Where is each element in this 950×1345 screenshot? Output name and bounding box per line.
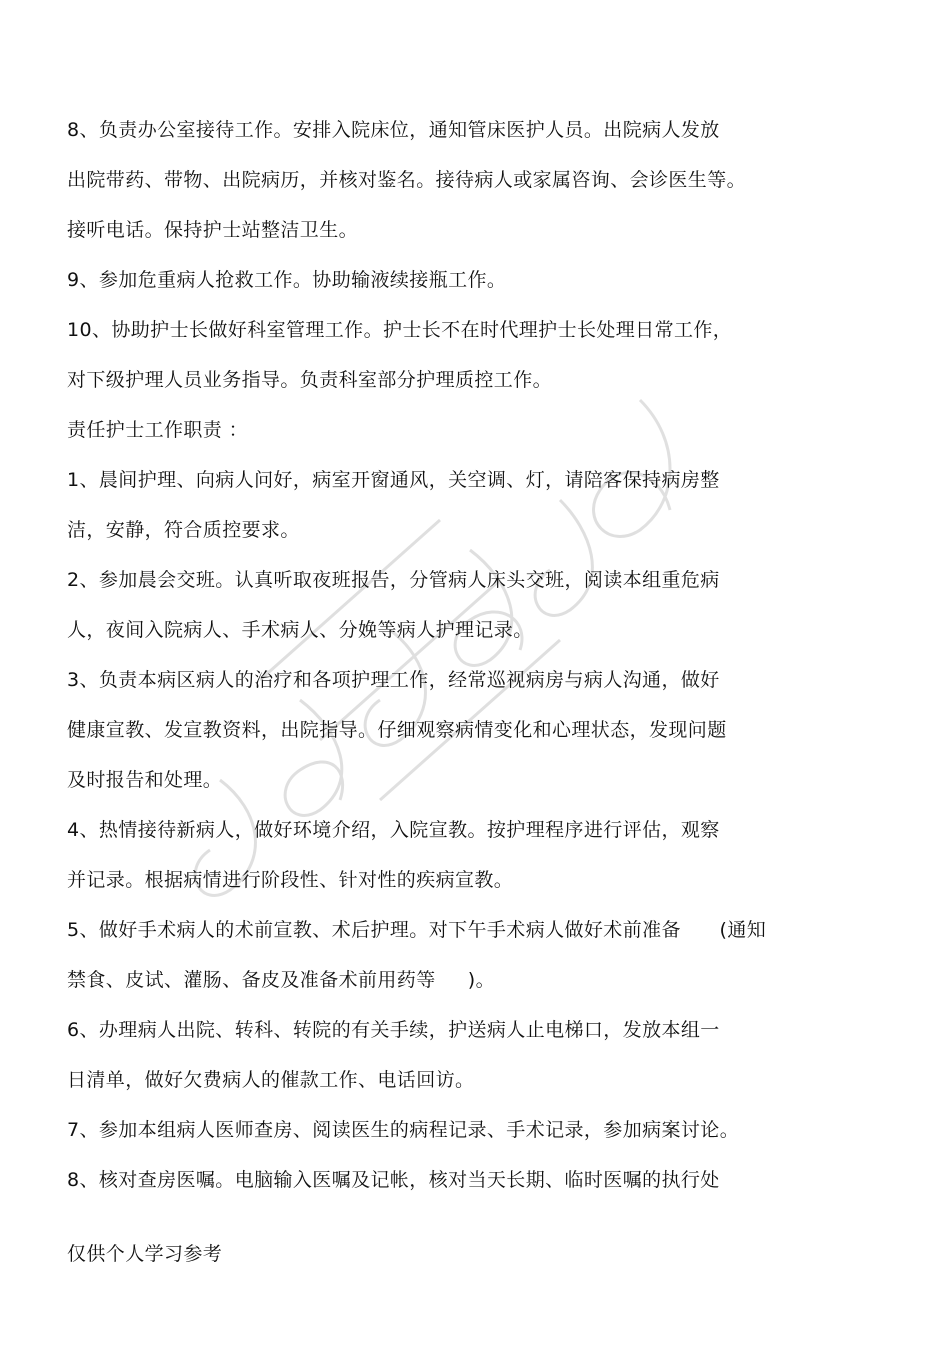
text-line: 3、负责本病区病人的治疗和各项护理工作，经常巡视病房与病人沟通，做好 (67, 669, 720, 691)
page-footer: 仅供个人学习参考 (67, 1243, 223, 1265)
text-line: 日清单，做好欠费病人的催款工作、电话回访。 (67, 1069, 475, 1091)
section-heading: 责任护士工作职责 ： (67, 419, 249, 441)
text-line: 并记录。根据病情进行阶段性、针对性的疾病宣教。 (67, 869, 514, 891)
text-line: 5、做好手术病人的术前宣教、术后护理。对下午手术病人做好术前准备 (通知 (67, 919, 767, 941)
text-line: 8、核对查房医嘱。电脑输入医嘱及记帐，核对当天长期、临时医嘱的执行处 (67, 1169, 720, 1191)
text-line: 6、办理病人出院、转科、转院的有关手续，护送病人止电梯口，发放本组一 (67, 1019, 720, 1041)
text-line: 9、参加危重病人抢救工作。协助输液续接瓶工作。 (67, 269, 507, 291)
text-line: 2、参加晨会交班。认真听取夜班报告，分管病人床头交班，阅读本组重危病 (67, 569, 720, 591)
text-line: 洁，安静，符合质控要求。 (67, 519, 300, 541)
text-line: 出院带药、带物、出院病历，并核对鉴名。接待病人或家属咨询、会诊医生等。 (67, 169, 747, 191)
text-line: 接听电话。保持护士站整洁卫生。 (67, 219, 359, 241)
text-line: 及时报告和处理。 (67, 769, 223, 791)
text-line: 对下级护理人员业务指导。负责科室部分护理质控工作。 (67, 369, 553, 391)
text-line: 禁食、皮试、灌肠、备皮及准备术前用药等 )。 (67, 969, 496, 991)
text-line: 10、协助护士长做好科室管理工作。护士长不在时代理护士长处理日常工作， (67, 319, 733, 341)
text-line: 7、参加本组病人医师查房、阅读医生的病程记录、手术记录，参加病案讨论。 (67, 1119, 740, 1141)
text-line: 1、晨间护理、向病人问好，病室开窗通风，关空调、灯，请陪客保持病房整 (67, 469, 720, 491)
text-line: 健康宣教、发宣教资料，出院指导。仔细观察病情变化和心理状态，发现问题 (67, 719, 727, 741)
text-line: 8、负责办公室接待工作。安排入院床位，通知管床医护人员。出院病人发放 (67, 119, 720, 141)
text-line: 4、热情接待新病人，做好环境介绍，入院宣教。按护理程序进行评估，观察 (67, 819, 720, 841)
watermark-stamp (140, 380, 700, 940)
text-line: 人，夜间入院病人、手术病人、分娩等病人护理记录。 (67, 619, 533, 641)
